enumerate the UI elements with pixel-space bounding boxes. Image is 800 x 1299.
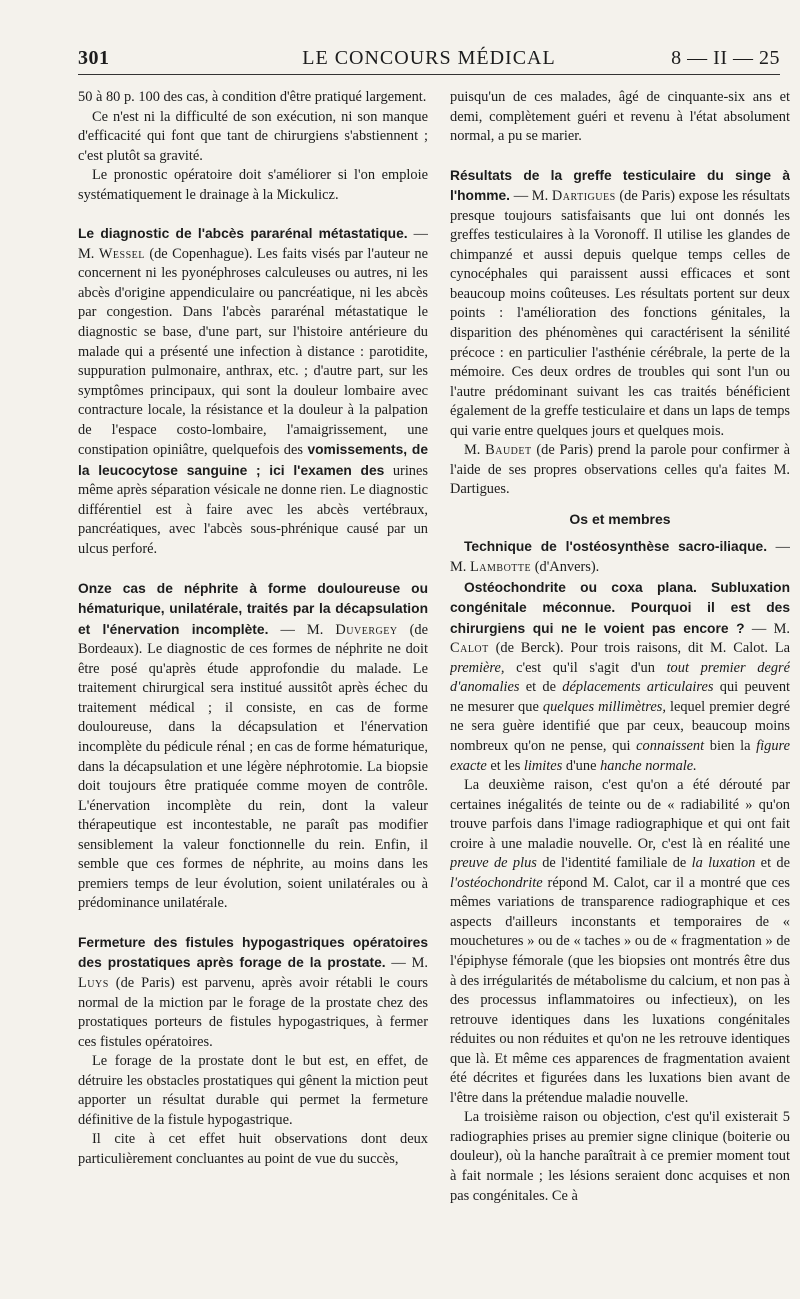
issue-date: 8 — II — 25 [671,47,780,69]
paragraph: Il cite à cet effet huit observations dont deux particulièrement concluantes au point de vue du succès, [78,1131,428,1167]
author-name: Lambotte [470,559,532,576]
paragraph: La deuxième raison, c'est qu'on a été dérouté par certaines inégalités de teinte ou de « radiabilité » qu'on trouve parfois dans l'image radiographique et qui ont fait croire à une maladie nouvelle. Or, c'est là en réalité une preuve de plus de l'identité familiale de la luxation et de l'ostéochondrite répond M. Calot, car il a montré que ces mêmes variations de transparence radiographique et ces aspects d'ailleurs inconstants et temporaires de « mouchetures » ou de « taches » ou de « fragmentation » de l'épiphyse fémorale (que les biopsies ont montrés être dus à des irrégularités de métabolisme du calcium, et non pas à des processus inflammatoires ou infectieux), on les retrouve identiques dans les luxations congénitales réduites ou non réduites et qu'on ne les retrouve identiques que là. Et même ces apparences de fragmentation avaient été décrites et figurées dans les luxations bien avant de l'être dans la prétendue maladie nouvelle. [450,777,790,1106]
article-title: Ostéochondrite ou coxa plana. Subluxation congénitale méconnue. Pourquoi il est des chirurgiens qui ne le voient pas encore ? [450,579,790,636]
article-nephritis: Onze cas de néphrite à forme douloureuse ou hématurique, unilatérale, traités par la décapsulation et l'énervation incomplète. — M. Duvergey (de Bordeaux). Le diagnostic de ces formes de néphrite ne doit être posé qu'après étude approfondie du malade. Le traitement chirurgical sera institué aussitôt après échec du traitement médical ; il consiste, en cas de forme douloureuse, dans la décapsulation et l'énervation incomplète du pédicule rénal ; en cas de forme hématurique, dans la décapsulation et une légère néphrotomie. La biopsie doit toujours être pratiquée comme moyen de contrôle. L'énervation incomplète du rein, dont la valeur thérapeutique est incontestable, ne paraît pas modifier sensiblement la valeur fonctionnelle du rein. Enfin, il semble que ces formes de néphrite, au moins dans les premiers temps de leur évolution, soient unilatérales ou à prédominance unilatérale. [78,580,428,912]
running-header [78,40,780,75]
article-title: Fermeture des fistules hypogastriques opératoires des prostatiques après forage de la prostate. [78,934,428,971]
article-title: Le diagnostic de l'abcès pararénal métastatique. [78,226,408,242]
author-name: Dartigues [551,188,616,205]
article-pararenal-abscess: Le diagnostic de l'abcès pararénal métastatique. — M. Wessel (de Copenhague). Les faits visés par l'auteur ne concernent ni les pyonéphroses calculeuses ou autres, ni les abcès d'origine appendiculaire ou pancréatique, ni les abcès par congestion. Dans l'abcès pararénal métastatique le diagnostic se base, d'une part, sur l'histoire antérieure du malade qui a présenté une infection à distance : parotidite, suppuration pulmonaire, anthrax, etc. ; d'autre part, sur les symptômes principaux, qui sont la douleur lombaire avec contracture locale, la résistance et la douleur à la palpation de l'espace costo-lombaire, l'amaigrissement, une constipation opiniâtre, quelquefois des vomissements, de la leucocytose sanguine ; ici l'examen des urines même après séparation vésicale ne donne rien. Le diagnostic différentiel est à faire avec les abcès vertébraux, pancréatiques, avec l'abcès sous-phrénique causé par un ulcus perforé. [78,226,428,558]
section-heading: Os et membres [569,510,671,527]
article-fistulas: Fermeture des fistules hypogastriques opératoires des prostatiques après forage de la prostate. — M. Luys (de Paris) est parvenu, après avoir rétabli le cours normal de la miction par le forage de la prostate chez des prostatiques porteurs de fistules hypogastriques, à fermer ces fistules opératoires. [78,934,428,1050]
author-name: Wessel [98,245,145,262]
author-name: Luys [78,974,109,991]
article-testicular-graft: Résultats de la greffe testiculaire du singe à l'homme. — M. Dartigues (de Paris) expose les résultats presque toujours satisfaisants que lui ont donnés les greffes testiculaires à la Voronoff. Il utilise les glandes de chimpanzé et aussi depuis quelque temps celles de cynocéphales qui paraissent aussi efficaces et sont beaucoup moins coûteuses. Les résultats portent sur deux points : l'amélioration des fonctions génitales, la disparition des phénomènes qui caractérisent la sénilité précoce : en particulier l'asthénie cérébrale, la perte de la mémoire. Ces deux ordres de troubles qui sont l'un ou l'autre prédominant suivant les cas traités bénéficient également de la greffe testiculaire et dans un laps de temps qui varie entre quelques jours et quelques mois. [450,167,790,439]
author-name: Calot [450,640,489,657]
journal-title: LE CONCOURS MÉDICAL [302,47,556,69]
paragraph: M. Baudet (de Paris) prend la parole pour confirmer à l'aide de ses propres observations celles qu'a faites M. Dartigues. [450,442,790,498]
paragraph: puisqu'un de ces malades, âgé de cinquante-six ans et demi, complètement guéri et revenu à l'état absolument normal, a pu se marier. [450,89,790,145]
article-title: Technique de l'ostéosynthèse sacro-iliaque. [464,539,768,555]
page-number: 301 [78,47,110,69]
paragraph: Ce n'est ni la difficulté de son exécution, ni son manque d'efficacité qui font que tant de chirurgiens s'abstiennent ; c'est plutôt sa gravité. [78,108,428,164]
author-name: Duvergey [335,621,398,638]
paragraph: La troisième raison ou objection, c'est qu'il existerait 5 radiographies prises au premier signe clinique (boiterie ou douleur), où la hanche paraîtrait à ce premier moment tout à fait normale ; les lésions seraient donc acquises et non pas congénitales. Ce à [450,1109,790,1204]
paragraph: Le forage de la prostate dont le but est, en effet, de détruire les obstacles prostatiques qui gênent la miction peut apporter un résultat durable qui permet la fermeture définitive de la fistule hypogastrique. [78,1053,428,1128]
article-osteosynthesis: Technique de l'ostéosynthèse sacro-iliaque. — M. Lambotte (d'Anvers). [450,539,790,576]
article-title: Résultats de la greffe testiculaire du singe à l'homme. [450,167,790,204]
right-column [450,88,790,1293]
left-column [78,88,428,1293]
paragraph: Le pronostic opératoire doit s'améliorer si l'on emploie systématiquement le drainage à la Mickulicz. [78,167,428,203]
article-title: Onze cas de néphrite à forme douloureuse ou hématurique, unilatérale, traités par la décapsulation et l'énervation incomplète. [78,580,428,637]
author-name: Baudet [485,442,532,459]
paragraph: 50 à 80 p. 100 des cas, à condition d'être pratiqué largement. [78,89,427,105]
article-coxa-plana: Ostéochondrite ou coxa plana. Subluxation congénitale méconnue. Pourquoi il est des chirurgiens qui ne le voient pas encore ? — M. Calot (de Berck). Pour trois raisons, dit M. Calot. La première, c'est qu'il s'agit d'un tout premier degré d'anomalies et de déplacements articulaires qui peuvent ne mesurer que quelques millimètres, lequel premier degré ne sera guère identifié que par ceux, beaucoup moins nombreux qu'on ne pense, qui connaissent bien la figure exacte et les limites d'une hanche normale. [450,579,790,774]
